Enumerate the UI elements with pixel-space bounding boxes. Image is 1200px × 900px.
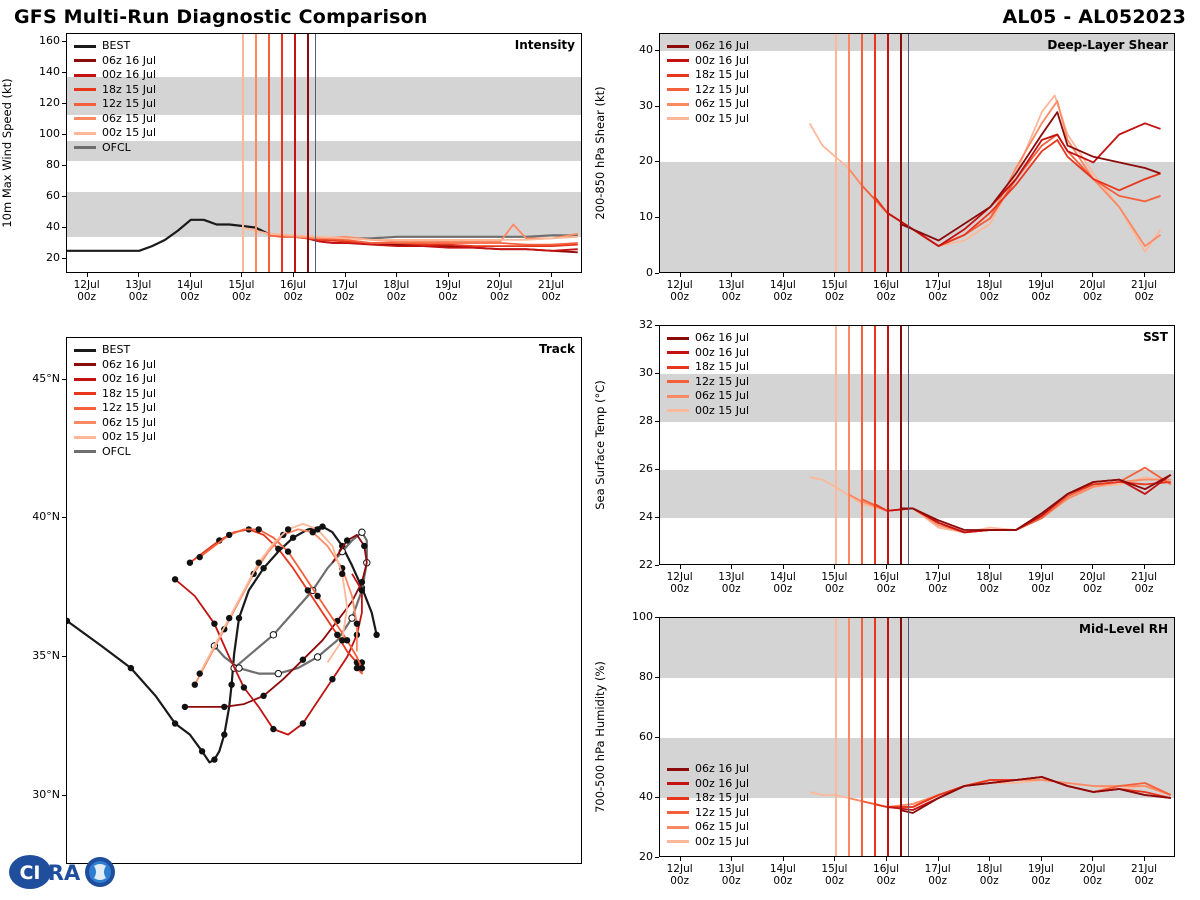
legend-label: 06z 15 Jul <box>695 97 750 110</box>
x-tick-label: 12Jul 00z <box>666 571 693 595</box>
x-tick-label: 15Jul 00z <box>821 571 848 595</box>
y-tick-label: 26 <box>639 462 653 475</box>
track-point <box>285 526 291 532</box>
legend-label: 18z 15 Jul <box>695 68 750 81</box>
y-tick-label: 100 <box>632 610 653 623</box>
track-point <box>329 676 335 682</box>
x-tick-label: 17Jul 00z <box>924 863 951 887</box>
cira-logo <box>8 850 128 894</box>
legend-label: 00z 15 Jul <box>102 126 157 139</box>
x-tick-label: 21Jul 00z <box>1131 571 1158 595</box>
track-point <box>305 587 311 593</box>
track-point <box>290 535 296 541</box>
panel-title-shear: Deep-Layer Shear <box>1047 38 1168 52</box>
legend-label: BEST <box>102 39 131 52</box>
track-point <box>226 615 232 621</box>
legend-label: 00z 15 Jul <box>695 111 750 125</box>
legend-label: 06z 16 Jul <box>102 357 157 371</box>
track-point <box>270 726 276 732</box>
x-tick-label: 15Jul 00z <box>228 279 255 303</box>
x-tick-label: 14Jul 00z <box>769 863 796 887</box>
track-point <box>256 526 262 532</box>
x-tick-label: 12Jul 00z <box>666 279 693 303</box>
y-tick-mark <box>62 795 66 796</box>
x-tick-label: 16Jul 00z <box>873 863 900 887</box>
x-tick-label: 14Jul 00z <box>769 571 796 595</box>
x-tick-label: 20Jul 00z <box>1079 571 1106 595</box>
legend-swatch <box>74 378 96 381</box>
track-point <box>359 529 365 535</box>
y-tick-label: 22 <box>639 558 653 571</box>
track-point <box>260 693 266 699</box>
legend-label: BEST <box>102 343 131 356</box>
legend-label: 00z 16 Jul <box>695 345 750 359</box>
track-point <box>314 526 320 532</box>
y-tick-label: 160 <box>39 33 60 47</box>
track-point <box>275 546 281 552</box>
x-tick-label: 20Jul 00z <box>486 279 513 303</box>
x-tick-label: 21Jul 00z <box>538 279 565 303</box>
legend-item <box>74 416 156 431</box>
track-line <box>67 527 377 763</box>
y-tick-label: 40 <box>639 42 653 56</box>
x-tick-label: 16Jul 00z <box>280 279 307 303</box>
legend-swatch <box>74 349 96 352</box>
x-tick-label: 19Jul 00z <box>1027 571 1054 595</box>
track-point <box>339 571 345 577</box>
x-tick-label: 20Jul 00z <box>1079 863 1106 887</box>
y-tick-label: 120 <box>39 95 60 109</box>
legend-item <box>74 445 156 460</box>
y-tick-label: 40 <box>639 790 653 803</box>
legend-label: 06z 15 Jul <box>695 389 750 402</box>
legend-item <box>74 358 156 373</box>
legend <box>74 343 156 459</box>
legend-item <box>74 343 156 358</box>
track-point <box>334 632 340 638</box>
track-line <box>195 529 357 684</box>
legend-label: 06z 16 Jul <box>102 53 157 67</box>
storm-id-title: AL05 - AL052023 <box>1002 6 1186 28</box>
track-point <box>192 682 198 688</box>
legend-label: 06z 16 Jul <box>695 762 750 775</box>
legend-label: 12z 15 Jul <box>102 401 157 414</box>
x-tick-label: 12Jul 00z <box>73 279 100 303</box>
x-tick-label: 16Jul 00z <box>873 279 900 303</box>
x-tick-label: 18Jul 00z <box>976 571 1003 595</box>
x-tick-label: 12Jul 00z <box>666 863 693 887</box>
x-tick-label: 13Jul 00z <box>718 279 745 303</box>
y-axis-label-shear: 200-850 hPa Shear (kt) <box>593 86 607 220</box>
track-point <box>285 548 291 554</box>
y-axis-label-rh: 700-500 hPa Humidity (%) <box>593 661 607 813</box>
legend-swatch <box>74 421 96 424</box>
x-tick-label: 18Jul 00z <box>976 863 1003 887</box>
x-tick-label: 15Jul 00z <box>821 279 848 303</box>
x-tick-label: 18Jul 00z <box>976 279 1003 303</box>
track-point <box>228 682 234 688</box>
y-tick-label: 40°N <box>32 510 60 524</box>
legend-label: 06z 16 Jul <box>695 39 750 52</box>
track-point <box>236 615 242 621</box>
page-title: GFS Multi-Run Diagnostic Comparison <box>14 6 428 28</box>
legend-label: 00z 16 Jul <box>695 53 750 67</box>
y-tick-mark <box>62 517 66 518</box>
legend-label: 18z 15 Jul <box>695 791 750 804</box>
track-point <box>256 560 262 566</box>
x-tick-label: 16Jul 00z <box>873 571 900 595</box>
legend-label: 18z 15 Jul <box>102 386 157 400</box>
y-axis-label-intensity: 10m Max Wind Speed (kt) <box>0 78 14 228</box>
track-point <box>241 684 247 690</box>
x-tick-label: 17Jul 00z <box>924 571 951 595</box>
legend-swatch <box>74 392 96 395</box>
y-tick-label: 28 <box>639 414 653 427</box>
x-tick-label: 21Jul 00z <box>1131 863 1158 887</box>
track-point <box>197 670 203 676</box>
x-tick-label: 19Jul 00z <box>1027 863 1054 887</box>
legend-label: 12z 15 Jul <box>695 82 750 96</box>
y-tick-label: 24 <box>639 510 653 523</box>
x-tick-label: 15Jul 00z <box>821 863 848 887</box>
track-point <box>300 720 306 726</box>
legend-label: 00z 16 Jul <box>102 372 157 385</box>
track-point <box>172 576 178 582</box>
legend-label: 00z 16 Jul <box>695 776 750 790</box>
legend-label: OFCL <box>102 444 131 458</box>
x-tick-label: 13Jul 00z <box>125 279 152 303</box>
track-point <box>221 731 227 737</box>
legend-item <box>74 401 156 416</box>
track-point <box>361 543 367 549</box>
track-point <box>270 632 276 638</box>
panel-title-sst: SST <box>1143 330 1168 344</box>
legend-label: 12z 15 Jul <box>695 374 750 388</box>
legend-label: 12z 15 Jul <box>695 805 750 819</box>
y-tick-label: 0 <box>646 266 653 279</box>
track-point <box>221 704 227 710</box>
y-tick-label: 40 <box>46 219 60 233</box>
track-point <box>197 554 203 560</box>
svg-text:RA: RA <box>47 861 81 885</box>
y-tick-label: 20 <box>639 154 653 168</box>
legend-label: 06z 15 Jul <box>102 415 157 429</box>
track-point <box>260 565 266 571</box>
track-point <box>187 560 193 566</box>
y-tick-label: 60 <box>46 188 60 202</box>
track-point <box>359 579 365 585</box>
track-point <box>373 632 379 638</box>
y-tick-label: 80 <box>46 157 60 171</box>
y-tick-mark <box>62 379 66 380</box>
legend-label: 00z 15 Jul <box>695 403 750 417</box>
y-tick-label: 100 <box>39 126 60 140</box>
y-tick-label: 30°N <box>32 787 60 801</box>
x-tick-label: 21Jul 00z <box>1131 279 1158 303</box>
legend-swatch <box>74 450 96 453</box>
svg-text:CI: CI <box>19 862 41 884</box>
track-point <box>314 654 320 660</box>
legend-label: 18z 15 Jul <box>102 82 157 96</box>
legend-label: 06z 15 Jul <box>102 111 157 125</box>
track-point <box>199 748 205 754</box>
track-point <box>128 665 134 671</box>
x-tick-label: 17Jul 00z <box>924 279 951 303</box>
track-point <box>339 637 345 643</box>
legend-label: 00z 15 Jul <box>695 834 750 848</box>
legend-swatch <box>74 363 96 366</box>
x-tick-label: 17Jul 00z <box>331 279 358 303</box>
y-tick-label: 30 <box>639 366 653 379</box>
legend-swatch <box>74 436 96 439</box>
track-point <box>344 537 350 543</box>
panel-title-intensity: Intensity <box>514 38 575 52</box>
legend-swatch <box>74 407 96 410</box>
track-point <box>275 670 281 676</box>
legend-label: 06z 16 Jul <box>695 331 750 344</box>
y-tick-label: 30 <box>639 98 653 112</box>
x-tick-label: 20Jul 00z <box>1079 279 1106 303</box>
legend-item <box>74 430 156 445</box>
track-point <box>354 621 360 627</box>
x-tick-label: 13Jul 00z <box>718 863 745 887</box>
track-point <box>182 704 188 710</box>
legend-item <box>74 387 156 402</box>
track-point <box>359 587 365 593</box>
track-point <box>314 593 320 599</box>
legend-label: 00z 16 Jul <box>102 68 157 81</box>
legend-label: 12z 15 Jul <box>102 97 157 110</box>
track-point <box>349 615 355 621</box>
y-tick-mark <box>62 656 66 657</box>
track-point <box>211 621 217 627</box>
y-tick-label: 45°N <box>32 371 60 385</box>
x-tick-label: 19Jul 00z <box>434 279 461 303</box>
y-tick-label: 60 <box>639 730 653 743</box>
legend-label: 18z 15 Jul <box>695 360 750 373</box>
track-point <box>172 720 178 726</box>
y-tick-label: 20 <box>46 250 60 264</box>
y-axis-label-sst: Sea Surface Temp (°C) <box>593 380 607 510</box>
legend-label: 00z 15 Jul <box>102 430 157 443</box>
legend-label: 06z 15 Jul <box>695 820 750 833</box>
y-tick-label: 35°N <box>32 648 60 662</box>
x-tick-label: 14Jul 00z <box>769 279 796 303</box>
track-point <box>300 657 306 663</box>
y-tick-label: 10 <box>639 210 653 224</box>
legend-label: OFCL <box>102 140 131 154</box>
track-point <box>236 665 242 671</box>
y-tick-label: 20 <box>639 850 653 863</box>
track-point <box>354 665 360 671</box>
track-point <box>226 532 232 538</box>
x-tick-label: 18Jul 00z <box>383 279 410 303</box>
y-tick-label: 80 <box>639 670 653 683</box>
track-point <box>211 756 217 762</box>
y-tick-label: 32 <box>639 318 653 331</box>
x-tick-label: 19Jul 00z <box>1027 279 1054 303</box>
panel-title-rh: Mid-Level RH <box>1079 622 1168 636</box>
legend-item <box>74 372 156 387</box>
y-tick-label: 140 <box>39 64 60 78</box>
panel-title-track: Track <box>539 342 575 356</box>
x-tick-label: 14Jul 00z <box>176 279 203 303</box>
x-tick-label: 13Jul 00z <box>718 571 745 595</box>
